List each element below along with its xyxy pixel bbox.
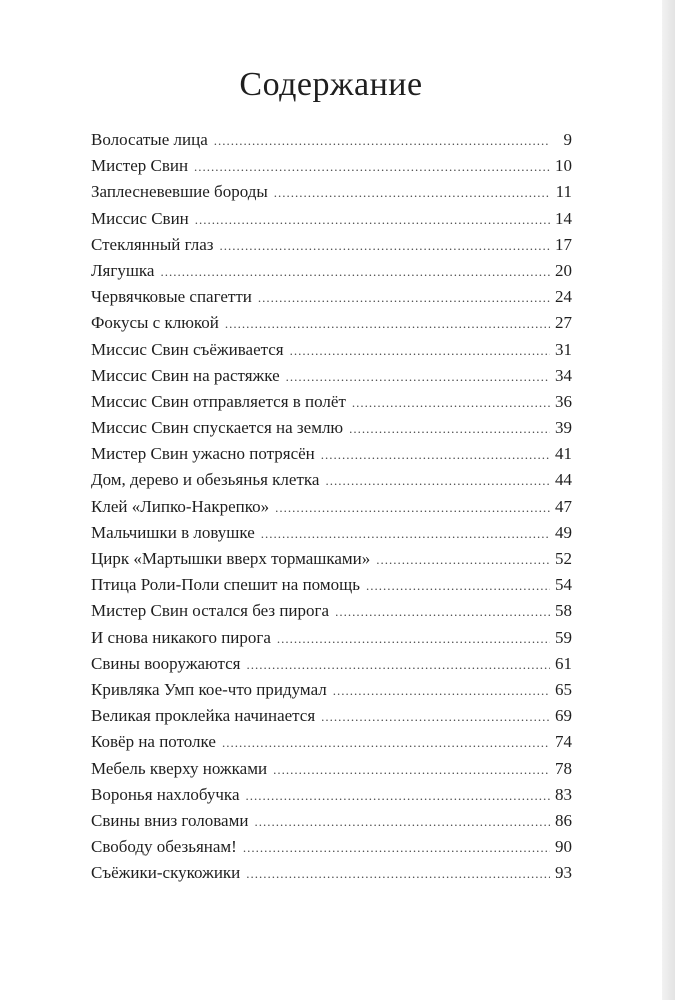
toc-entry-page-number: 47 (555, 496, 572, 516)
toc-entry-title: Миссис Свин съёживается (91, 339, 284, 359)
toc-entry (91, 860, 572, 886)
toc-entry-page-number: 39 (555, 418, 572, 438)
toc-entry-page-number: 49 (555, 522, 572, 542)
toc-entry-page-number: 20 (555, 260, 572, 280)
toc-entry (91, 258, 572, 284)
dot-leader (261, 521, 550, 547)
toc-entry-page-number: 52 (555, 549, 572, 568)
toc-entry-page-number: 34 (555, 365, 572, 385)
toc-entry (91, 834, 572, 860)
toc-entry-title: Воронья нахлобучка (91, 784, 240, 804)
toc-entry-page-number: 10 (555, 156, 572, 176)
toc-entry-page-number: 86 (555, 810, 572, 830)
toc-entry-title: Миссис Свин спускается на землю (91, 418, 344, 438)
toc-entry (91, 808, 572, 834)
toc-entry (91, 415, 572, 441)
toc-entry (91, 756, 572, 782)
toc-entry-title: Миссис Свин (91, 208, 189, 228)
dot-leader (277, 626, 550, 652)
toc-entry (91, 153, 572, 179)
dot-leader (290, 338, 550, 364)
toc-entry-page-number: 59 (555, 627, 572, 647)
dot-leader (275, 495, 550, 521)
dot-leader (194, 154, 550, 180)
toc-entry (91, 572, 572, 598)
dot-leader (349, 416, 550, 442)
toc-entry-title: Цирк «Мартышки вверх тормашками» (91, 549, 371, 568)
page-title: Содержание (239, 66, 423, 103)
dot-leader (243, 835, 550, 861)
toc-entry (91, 441, 572, 467)
toc-entry-title: Миссис Свин на растяжке (91, 365, 280, 385)
toc-entry (91, 337, 572, 363)
dot-leader (222, 730, 550, 756)
toc-entry (91, 363, 572, 389)
dot-leader (258, 285, 550, 311)
toc-entry (91, 729, 572, 755)
toc-entry (91, 651, 572, 677)
toc-entry (91, 546, 572, 572)
toc-entry-title: Клей «Липко-Накрепко» (91, 496, 270, 516)
toc-entry (91, 625, 572, 651)
dot-leader (321, 442, 550, 468)
toc-entry-title: Фокусы с клюкой (91, 313, 219, 333)
toc-entry-title: Червячковые спагетти (91, 287, 252, 307)
dot-leader (195, 207, 550, 233)
toc-entry-title: Кривляка Умп кое-что придумал (91, 679, 327, 699)
toc-entry-title: Заплесневевшие бороды (91, 182, 268, 202)
toc-entry (91, 127, 572, 153)
toc-entry (91, 703, 572, 729)
toc-entry-title: Мистер Свин остался без пирога (91, 601, 330, 621)
toc-entry-title: Свины вооружаются (91, 653, 241, 673)
toc-entry-page-number: 83 (555, 784, 572, 804)
toc-entry (91, 782, 572, 808)
dot-leader (219, 233, 550, 259)
dot-leader (321, 704, 550, 730)
dot-leader (225, 311, 550, 337)
toc-entry (91, 179, 572, 205)
dot-leader (273, 757, 550, 783)
toc-entry-page-number: 17 (555, 234, 572, 254)
toc-entry-title: Великая проклейка начинается (91, 706, 316, 726)
dot-leader (254, 809, 550, 835)
toc-entry-title: Съёжики-скукожики (91, 863, 241, 883)
table-of-contents (91, 127, 572, 886)
toc-entry-title: Миссис Свин отправляется в полёт (91, 391, 346, 411)
toc-entry-page-number: 9 (563, 130, 572, 149)
toc-entry (91, 206, 572, 232)
toc-entry (91, 494, 572, 520)
toc-entry-title: И снова никакого пирога (91, 627, 271, 647)
toc-entry (91, 467, 572, 493)
toc-entry-page-number: 44 (555, 470, 572, 490)
page-edge (662, 0, 675, 1000)
toc-entry-title: Птица Роли-Поли спешит на помощь (91, 575, 360, 595)
toc-entry-page-number: 69 (555, 706, 572, 726)
toc-entry-page-number: 61 (555, 653, 572, 673)
toc-entry-page-number: 58 (555, 601, 572, 621)
dot-leader (274, 180, 550, 206)
dot-leader (214, 128, 550, 154)
toc-entry-title: Волосатые лица (91, 130, 208, 149)
toc-entry-page-number: 36 (555, 391, 572, 411)
toc-entry-page-number: 11 (555, 182, 572, 202)
toc-entry-page-number: 41 (555, 444, 572, 464)
dot-leader (160, 259, 550, 285)
toc-entry-page-number: 24 (555, 287, 572, 307)
toc-entry (91, 232, 572, 258)
dot-leader (246, 652, 550, 678)
toc-entry-page-number: 27 (555, 313, 572, 333)
toc-entry-page-number: 93 (555, 863, 572, 883)
toc-entry-title: Лягушка (91, 260, 155, 280)
toc-entry-title: Мистер Свин ужасно потрясён (91, 444, 315, 464)
toc-entry-page-number: 65 (555, 679, 572, 699)
dot-leader (366, 573, 550, 599)
toc-entry-page-number: 74 (555, 732, 572, 752)
toc-entry (91, 310, 572, 336)
dot-leader (335, 599, 550, 625)
dot-leader (376, 547, 550, 573)
toc-entry-title: Дом, дерево и обезьянья клетка (91, 470, 320, 490)
toc-entry (91, 389, 572, 415)
toc-entry-title: Ковёр на потолке (91, 732, 216, 752)
toc-entry-title: Мальчишки в ловушке (91, 522, 255, 542)
dot-leader (286, 364, 550, 390)
dot-leader (352, 390, 550, 416)
dot-leader (325, 468, 550, 494)
toc-entry-page-number: 90 (555, 837, 572, 857)
toc-entry-title: Стеклянный глаз (91, 234, 214, 254)
toc-entry-page-number: 78 (555, 758, 572, 778)
toc-entry (91, 284, 572, 310)
toc-entry-title: Свины вниз головами (91, 810, 249, 830)
toc-entry-title: Свободу обезьянам! (91, 837, 237, 857)
dot-leader (245, 783, 550, 809)
toc-entry-page-number: 14 (555, 208, 572, 228)
toc-entry-title: Мистер Свин (91, 156, 189, 176)
toc-entry-page-number: 31 (555, 339, 572, 359)
toc-entry (91, 598, 572, 624)
toc-entry-title: Мебель кверху ножками (91, 758, 268, 778)
dot-leader (333, 678, 550, 704)
toc-entry (91, 677, 572, 703)
dot-leader (246, 861, 550, 887)
toc-entry-page-number: 54 (555, 575, 572, 595)
toc-entry (91, 520, 572, 546)
